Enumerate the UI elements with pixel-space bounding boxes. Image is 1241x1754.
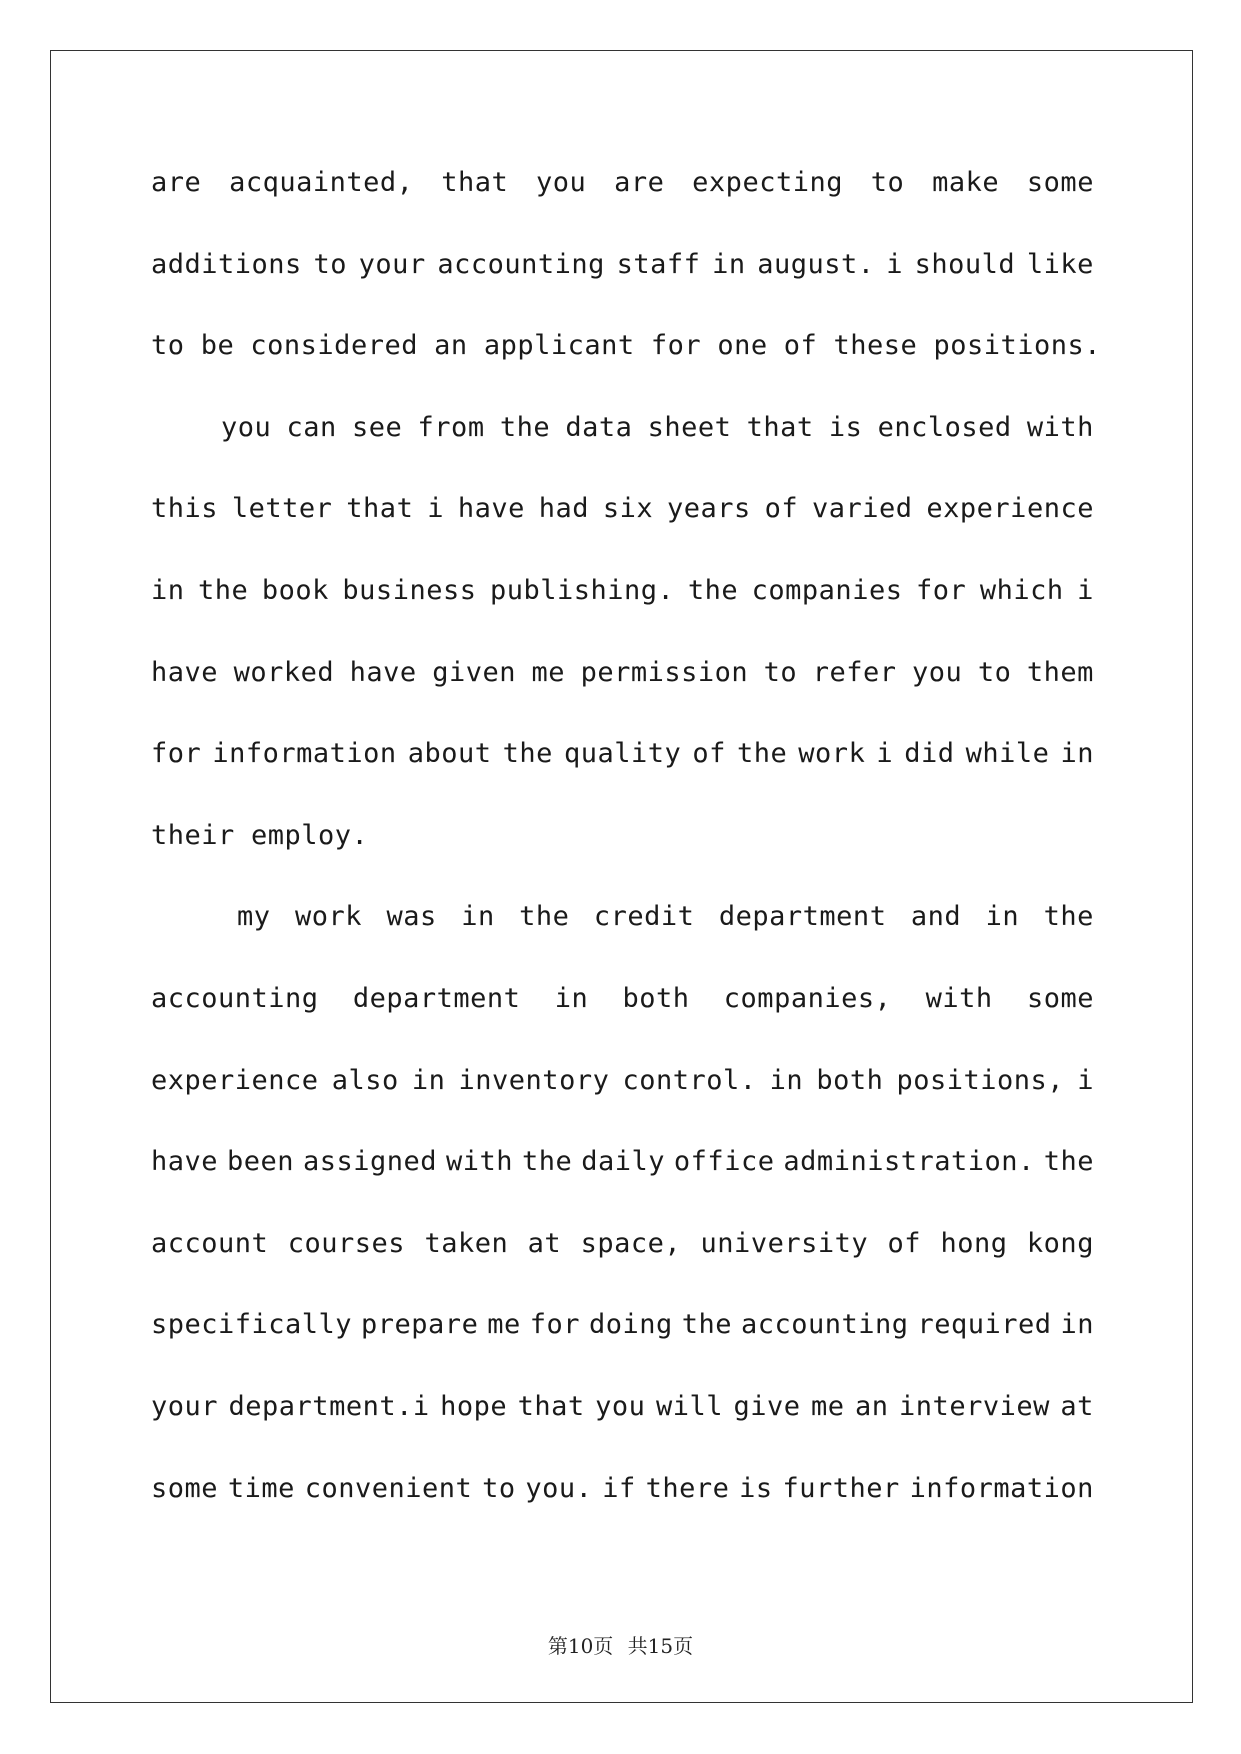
text-line: experience also in inventory control. in both positions, i [151,1064,1094,1096]
text-line: have been assigned with the daily office administration. the [151,1146,1094,1178]
text-line: specifically prepare me for doing the accounting required in [151,1309,1094,1341]
text-line: additions to your accounting staff in august. i should like [151,248,1094,280]
text-line: in the book business publishing. the companies for which i [151,574,1094,606]
text-line: their employ. [151,819,369,851]
text-line: have worked have given me permission to refer you to them [151,656,1094,688]
text-line: account courses taken at space, university of hong kong [151,1227,1094,1259]
text-line: you can see from the data sheet that is enclosed with [221,411,1094,443]
text-line: accounting department in both companies, with some [151,982,1094,1014]
text-line: my work was in the credit department and in the [237,901,1094,933]
text-line: some time convenient to you. if there is further information [151,1472,1094,1504]
text-line: this letter that i have had six years of varied experience [151,493,1094,525]
text-line: are acquainted, that you are expecting to make some [151,167,1094,198]
text-line: for information about the quality of the work i did while in [151,738,1094,770]
page-footer [0,1630,1241,1659]
page-total: 共15页 [627,1634,694,1658]
text-line: your department.i hope that you will give me an interview at [151,1390,1094,1422]
page-number: 第10页 [547,1634,614,1658]
text-line: to be considered an applicant for one of these positions. [151,330,1102,362]
letter-body [151,160,1102,1547]
